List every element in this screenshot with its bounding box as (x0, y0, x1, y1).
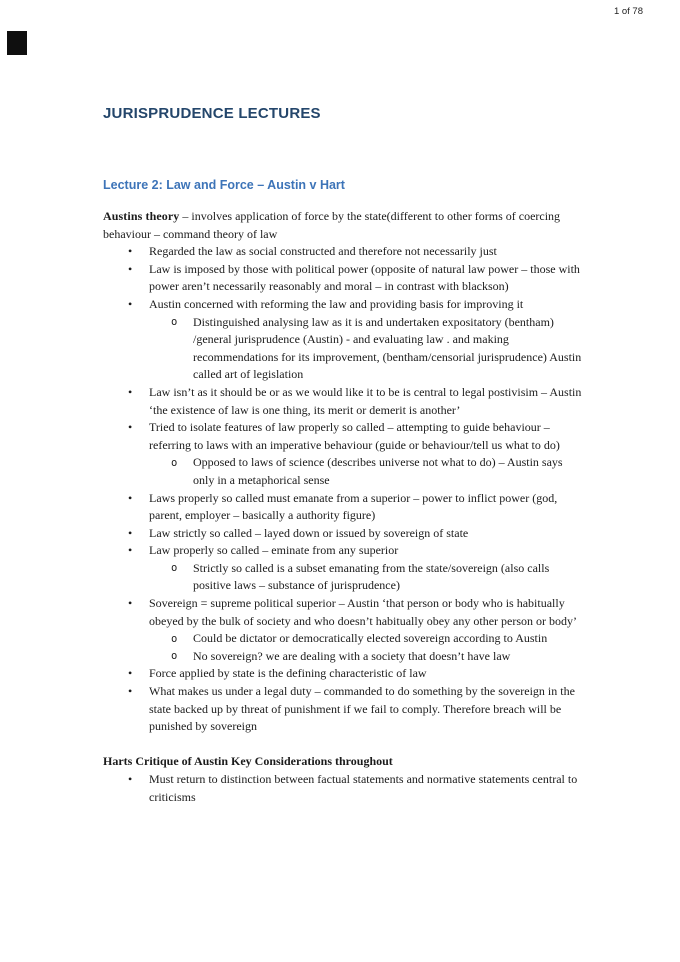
lecture-heading: Lecture 2: Law and Force – Austin v Hart (103, 178, 345, 192)
bullet-item: • Tried to isolate features of law properly so called – attempting to guide behaviour – referring to laws with an imperative behaviour (guide or behaviour/tell us what to do) (103, 419, 585, 454)
document-title: JURISPRUDENCE LECTURES (103, 105, 321, 122)
harts-critique-heading: Harts Critique of Austin Key Considerations throughout (103, 754, 393, 769)
sub-bullet-item: o Opposed to laws of science (describes universe not what to do) – Austin says only in a metaphorical sense (103, 454, 585, 489)
corner-mark (7, 31, 27, 55)
page-number: 1 of 78 (613, 6, 643, 17)
bullet-item: • Must return to distinction between factual statements and normative statements central to criticisms (103, 771, 585, 806)
bullet-item: • Regarded the law as social constructed and therefore not necessarily just (103, 243, 585, 261)
sub-bullet-item: o Distinguished analysing law as it is and undertaken expositatory (bentham) /general jurisprudence (Austin) - and evaluating law . and making recommendations for its improvement, (bentham/censorial jurisprudence) Austin called art of legislation (103, 314, 585, 384)
bullet-item: • Law strictly so called – layed down or issued by sovereign of state (103, 525, 585, 543)
bullet-item: • Force applied by state is the defining characteristic of law (103, 665, 585, 683)
bullet-item: • Law isn’t as it should be or as we would like it to be is central to legal postivisim – Austin ‘the existence of law is one thing, its merit or demerit is another’ (103, 384, 585, 419)
intro-rest: – involves application of force by the state(different to other forms of coercing behaviour – command theory of law (103, 209, 561, 241)
bullet-item: • Law is imposed by those with political power (opposite of natural law power – those with power aren’t necessarily reasonably and moral – in contrast with blackson) (103, 261, 585, 296)
intro-paragraph (103, 208, 585, 243)
document-content (103, 104, 585, 806)
sub-bullet-item: o Strictly so called is a subset emanating from the state/sovereign (also calls positive laws – substance of jurisprudence) (103, 560, 585, 595)
sub-bullet-item: o No sovereign? we are dealing with a society that doesn’t have law (103, 648, 585, 666)
bullet-item: • Law properly so called – eminate from any superior (103, 542, 585, 560)
bullet-item: • Sovereign = supreme political superior – Austin ‘that person or body who is habitually obeyed by the bulk of society and who doesn’t habitually obey any other person or body’ (103, 595, 585, 630)
bullet-item: • Austin concerned with reforming the law and providing basis for improving it (103, 296, 585, 314)
bullet-item: • Laws properly so called must emanate from a superior – power to inflict power (god, parent, employer – basically a authority figure) (103, 490, 585, 525)
body-text (103, 208, 585, 806)
intro-bold-lead: Austins theory (103, 209, 180, 223)
sub-bullet-item: o Could be dictator or democratically elected sovereign according to Austin (103, 630, 585, 648)
bullet-item: • What makes us under a legal duty – commanded to do something by the sovereign in the state backed up by threat of punishment if we fail to comply. Therefore breach will be punished by sovereign (103, 683, 585, 736)
